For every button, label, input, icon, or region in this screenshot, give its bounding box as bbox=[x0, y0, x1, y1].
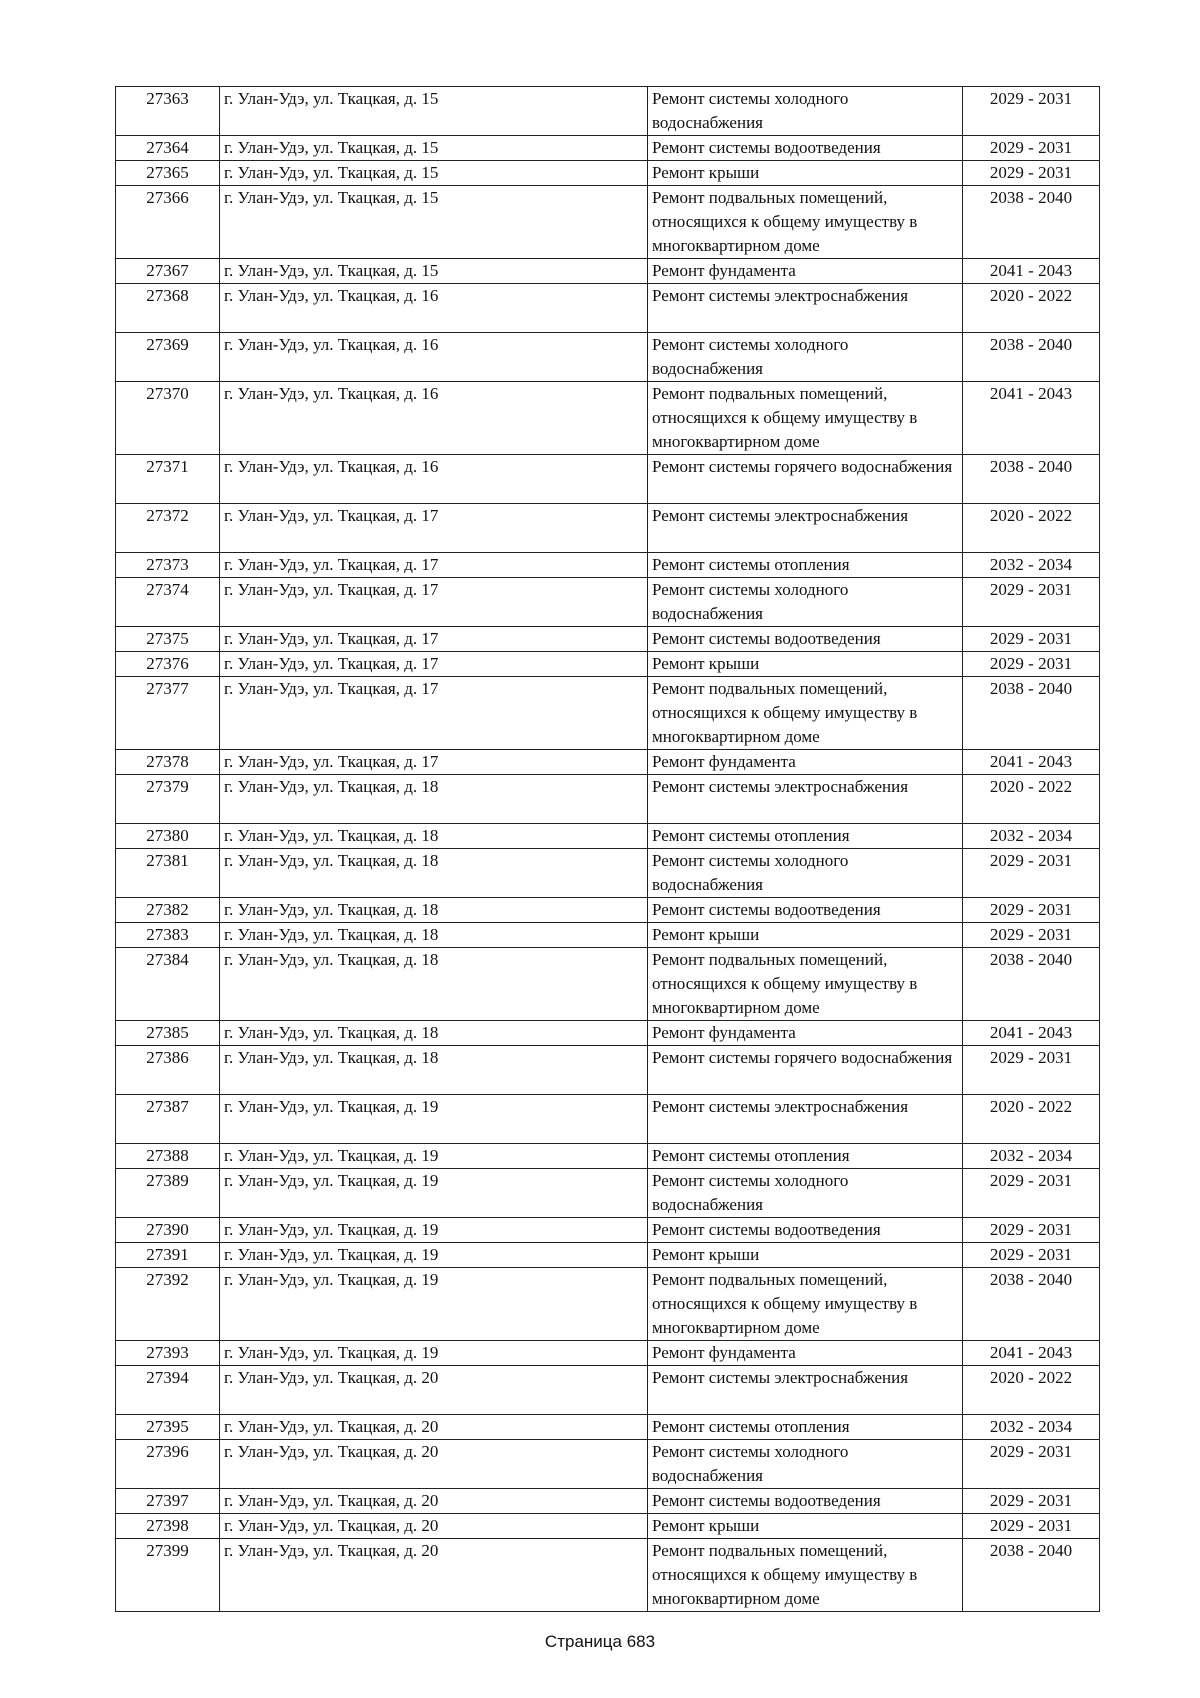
row-work-type: Ремонт подвальных помещений, относящихся к общему имуществу в многоквартирном доме bbox=[648, 677, 963, 750]
row-number: 27374 bbox=[116, 578, 220, 627]
row-number: 27366 bbox=[116, 186, 220, 259]
row-number: 27370 bbox=[116, 382, 220, 455]
row-period: 2038 - 2040 bbox=[963, 455, 1100, 504]
row-period: 2038 - 2040 bbox=[963, 948, 1100, 1021]
table-row bbox=[116, 1440, 1100, 1489]
row-address: г. Улан-Удэ, ул. Ткацкая, д. 20 bbox=[220, 1440, 648, 1489]
row-period: 2029 - 2031 bbox=[963, 1243, 1100, 1268]
row-period: 2020 - 2022 bbox=[963, 1366, 1100, 1415]
row-period: 2038 - 2040 bbox=[963, 1268, 1100, 1341]
row-period: 2041 - 2043 bbox=[963, 750, 1100, 775]
row-number: 27379 bbox=[116, 775, 220, 824]
table-row bbox=[116, 1268, 1100, 1341]
row-number: 27381 bbox=[116, 849, 220, 898]
row-number: 27394 bbox=[116, 1366, 220, 1415]
row-address: г. Улан-Удэ, ул. Ткацкая, д. 18 bbox=[220, 849, 648, 898]
row-number: 27399 bbox=[116, 1539, 220, 1612]
row-address: г. Улан-Удэ, ул. Ткацкая, д. 18 bbox=[220, 923, 648, 948]
row-work-type: Ремонт крыши bbox=[648, 161, 963, 186]
row-work-type: Ремонт системы холодного водоснабжения bbox=[648, 333, 963, 382]
row-period: 2029 - 2031 bbox=[963, 1046, 1100, 1095]
row-number: 27392 bbox=[116, 1268, 220, 1341]
row-address: г. Улан-Удэ, ул. Ткацкая, д. 17 bbox=[220, 578, 648, 627]
row-work-type: Ремонт системы водоотведения bbox=[648, 1218, 963, 1243]
row-number: 27385 bbox=[116, 1021, 220, 1046]
row-address: г. Улан-Удэ, ул. Ткацкая, д. 15 bbox=[220, 136, 648, 161]
row-work-type: Ремонт подвальных помещений, относящихся к общему имуществу в многоквартирном доме bbox=[648, 1539, 963, 1612]
row-address: г. Улан-Удэ, ул. Ткацкая, д. 18 bbox=[220, 898, 648, 923]
row-work-type: Ремонт системы холодного водоснабжения bbox=[648, 1169, 963, 1218]
row-number: 27371 bbox=[116, 455, 220, 504]
table-row bbox=[116, 775, 1100, 824]
row-work-type: Ремонт системы водоотведения bbox=[648, 136, 963, 161]
table-row bbox=[116, 677, 1100, 750]
row-work-type: Ремонт системы горячего водоснабжения bbox=[648, 455, 963, 504]
row-work-type: Ремонт системы отопления bbox=[648, 553, 963, 578]
row-address: г. Улан-Удэ, ул. Ткацкая, д. 15 bbox=[220, 87, 648, 136]
row-period: 2029 - 2031 bbox=[963, 1440, 1100, 1489]
row-number: 27387 bbox=[116, 1095, 220, 1144]
row-period: 2032 - 2034 bbox=[963, 824, 1100, 849]
row-period: 2041 - 2043 bbox=[963, 1341, 1100, 1366]
table-row bbox=[116, 898, 1100, 923]
row-period: 2020 - 2022 bbox=[963, 284, 1100, 333]
row-number: 27376 bbox=[116, 652, 220, 677]
row-number: 27380 bbox=[116, 824, 220, 849]
row-period: 2032 - 2034 bbox=[963, 1415, 1100, 1440]
row-address: г. Улан-Удэ, ул. Ткацкая, д. 17 bbox=[220, 504, 648, 553]
row-number: 27396 bbox=[116, 1440, 220, 1489]
table-row bbox=[116, 948, 1100, 1021]
row-work-type: Ремонт фундамента bbox=[648, 1021, 963, 1046]
row-number: 27383 bbox=[116, 923, 220, 948]
row-period: 2038 - 2040 bbox=[963, 186, 1100, 259]
row-address: г. Улан-Удэ, ул. Ткацкая, д. 18 bbox=[220, 948, 648, 1021]
row-period: 2038 - 2040 bbox=[963, 333, 1100, 382]
table-row bbox=[116, 1366, 1100, 1415]
table-row bbox=[116, 1489, 1100, 1514]
row-period: 2029 - 2031 bbox=[963, 898, 1100, 923]
row-period: 2029 - 2031 bbox=[963, 1218, 1100, 1243]
row-period: 2029 - 2031 bbox=[963, 627, 1100, 652]
table-body bbox=[116, 87, 1100, 1612]
row-address: г. Улан-Удэ, ул. Ткацкая, д. 16 bbox=[220, 333, 648, 382]
row-address: г. Улан-Удэ, ул. Ткацкая, д. 19 bbox=[220, 1169, 648, 1218]
table-row bbox=[116, 1144, 1100, 1169]
row-period: 2038 - 2040 bbox=[963, 677, 1100, 750]
row-address: г. Улан-Удэ, ул. Ткацкая, д. 20 bbox=[220, 1366, 648, 1415]
row-period: 2020 - 2022 bbox=[963, 504, 1100, 553]
table-row bbox=[116, 1539, 1100, 1612]
row-number: 27375 bbox=[116, 627, 220, 652]
row-address: г. Улан-Удэ, ул. Ткацкая, д. 17 bbox=[220, 677, 648, 750]
row-work-type: Ремонт крыши bbox=[648, 1514, 963, 1539]
table-row bbox=[116, 87, 1100, 136]
row-address: г. Улан-Удэ, ул. Ткацкая, д. 19 bbox=[220, 1218, 648, 1243]
row-work-type: Ремонт фундамента bbox=[648, 1341, 963, 1366]
table-row bbox=[116, 186, 1100, 259]
row-period: 2029 - 2031 bbox=[963, 87, 1100, 136]
row-number: 27377 bbox=[116, 677, 220, 750]
row-address: г. Улан-Удэ, ул. Ткацкая, д. 19 bbox=[220, 1243, 648, 1268]
row-period: 2029 - 2031 bbox=[963, 923, 1100, 948]
row-address: г. Улан-Удэ, ул. Ткацкая, д. 16 bbox=[220, 455, 648, 504]
row-address: г. Улан-Удэ, ул. Ткацкая, д. 17 bbox=[220, 652, 648, 677]
row-period: 2029 - 2031 bbox=[963, 1514, 1100, 1539]
row-address: г. Улан-Удэ, ул. Ткацкая, д. 15 bbox=[220, 161, 648, 186]
row-work-type: Ремонт системы электроснабжения bbox=[648, 504, 963, 553]
row-work-type: Ремонт системы электроснабжения bbox=[648, 775, 963, 824]
row-address: г. Улан-Удэ, ул. Ткацкая, д. 20 bbox=[220, 1415, 648, 1440]
row-address: г. Улан-Удэ, ул. Ткацкая, д. 18 bbox=[220, 1021, 648, 1046]
row-address: г. Улан-Удэ, ул. Ткацкая, д. 16 bbox=[220, 382, 648, 455]
row-number: 27398 bbox=[116, 1514, 220, 1539]
row-period: 2020 - 2022 bbox=[963, 1095, 1100, 1144]
row-period: 2032 - 2034 bbox=[963, 1144, 1100, 1169]
row-number: 27367 bbox=[116, 259, 220, 284]
table-row bbox=[116, 578, 1100, 627]
row-period: 2041 - 2043 bbox=[963, 382, 1100, 455]
row-address: г. Улан-Удэ, ул. Ткацкая, д. 17 bbox=[220, 553, 648, 578]
table-row bbox=[116, 824, 1100, 849]
row-period: 2038 - 2040 bbox=[963, 1539, 1100, 1612]
row-number: 27373 bbox=[116, 553, 220, 578]
row-work-type: Ремонт подвальных помещений, относящихся к общему имуществу в многоквартирном доме bbox=[648, 1268, 963, 1341]
table-row bbox=[116, 1046, 1100, 1095]
row-work-type: Ремонт подвальных помещений, относящихся к общему имуществу в многоквартирном доме bbox=[648, 948, 963, 1021]
table-row bbox=[116, 1169, 1100, 1218]
row-work-type: Ремонт крыши bbox=[648, 923, 963, 948]
row-work-type: Ремонт системы отопления bbox=[648, 1415, 963, 1440]
row-period: 2029 - 2031 bbox=[963, 652, 1100, 677]
row-address: г. Улан-Удэ, ул. Ткацкая, д. 15 bbox=[220, 259, 648, 284]
table-row bbox=[116, 333, 1100, 382]
row-period: 2029 - 2031 bbox=[963, 136, 1100, 161]
table-row bbox=[116, 136, 1100, 161]
row-work-type: Ремонт системы холодного водоснабжения bbox=[648, 87, 963, 136]
row-period: 2029 - 2031 bbox=[963, 1489, 1100, 1514]
table-row bbox=[116, 652, 1100, 677]
row-period: 2020 - 2022 bbox=[963, 775, 1100, 824]
page-number: Страница 683 bbox=[544, 1632, 656, 1651]
row-work-type: Ремонт системы холодного водоснабжения bbox=[648, 1440, 963, 1489]
row-number: 27365 bbox=[116, 161, 220, 186]
table-row bbox=[116, 504, 1100, 553]
row-work-type: Ремонт фундамента bbox=[648, 750, 963, 775]
row-work-type: Ремонт системы водоотведения bbox=[648, 898, 963, 923]
row-address: г. Улан-Удэ, ул. Ткацкая, д. 19 bbox=[220, 1268, 648, 1341]
row-period: 2029 - 2031 bbox=[963, 1169, 1100, 1218]
row-address: г. Улан-Удэ, ул. Ткацкая, д. 18 bbox=[220, 775, 648, 824]
table-row bbox=[116, 284, 1100, 333]
table-row bbox=[116, 1218, 1100, 1243]
row-number: 27397 bbox=[116, 1489, 220, 1514]
row-number: 27395 bbox=[116, 1415, 220, 1440]
row-work-type: Ремонт системы водоотведения bbox=[648, 627, 963, 652]
table-row bbox=[116, 1514, 1100, 1539]
repair-schedule-table bbox=[115, 86, 1100, 1612]
row-period: 2029 - 2031 bbox=[963, 161, 1100, 186]
row-address: г. Улан-Удэ, ул. Ткацкая, д. 18 bbox=[220, 824, 648, 849]
table-row bbox=[116, 382, 1100, 455]
row-number: 27391 bbox=[116, 1243, 220, 1268]
row-work-type: Ремонт системы холодного водоснабжения bbox=[648, 849, 963, 898]
row-number: 27372 bbox=[116, 504, 220, 553]
table-row bbox=[116, 553, 1100, 578]
row-work-type: Ремонт системы горячего водоснабжения bbox=[648, 1046, 963, 1095]
row-address: г. Улан-Удэ, ул. Ткацкая, д. 17 bbox=[220, 627, 648, 652]
table-row bbox=[116, 627, 1100, 652]
table-row bbox=[116, 1243, 1100, 1268]
row-number: 27369 bbox=[116, 333, 220, 382]
row-number: 27364 bbox=[116, 136, 220, 161]
row-period: 2041 - 2043 bbox=[963, 259, 1100, 284]
row-address: г. Улан-Удэ, ул. Ткацкая, д. 19 bbox=[220, 1341, 648, 1366]
row-number: 27384 bbox=[116, 948, 220, 1021]
row-address: г. Улан-Удэ, ул. Ткацкая, д. 18 bbox=[220, 1046, 648, 1095]
row-number: 27363 bbox=[116, 87, 220, 136]
row-address: г. Улан-Удэ, ул. Ткацкая, д. 19 bbox=[220, 1095, 648, 1144]
table-row bbox=[116, 923, 1100, 948]
row-work-type: Ремонт крыши bbox=[648, 652, 963, 677]
table-row bbox=[116, 849, 1100, 898]
row-work-type: Ремонт системы отопления bbox=[648, 824, 963, 849]
row-address: г. Улан-Удэ, ул. Ткацкая, д. 20 bbox=[220, 1489, 648, 1514]
row-address: г. Улан-Удэ, ул. Ткацкая, д. 15 bbox=[220, 186, 648, 259]
row-period: 2041 - 2043 bbox=[963, 1021, 1100, 1046]
row-work-type: Ремонт подвальных помещений, относящихся к общему имуществу в многоквартирном доме bbox=[648, 186, 963, 259]
row-work-type: Ремонт подвальных помещений, относящихся к общему имуществу в многоквартирном доме bbox=[648, 382, 963, 455]
table-row bbox=[116, 750, 1100, 775]
row-address: г. Улан-Удэ, ул. Ткацкая, д. 19 bbox=[220, 1144, 648, 1169]
row-work-type: Ремонт системы электроснабжения bbox=[648, 1095, 963, 1144]
row-period: 2032 - 2034 bbox=[963, 553, 1100, 578]
table-row bbox=[116, 1341, 1100, 1366]
row-number: 27389 bbox=[116, 1169, 220, 1218]
row-period: 2029 - 2031 bbox=[963, 849, 1100, 898]
table-row bbox=[116, 455, 1100, 504]
row-number: 27388 bbox=[116, 1144, 220, 1169]
row-work-type: Ремонт крыши bbox=[648, 1243, 963, 1268]
row-number: 27382 bbox=[116, 898, 220, 923]
row-work-type: Ремонт системы водоотведения bbox=[648, 1489, 963, 1514]
row-work-type: Ремонт системы отопления bbox=[648, 1144, 963, 1169]
row-address: г. Улан-Удэ, ул. Ткацкая, д. 20 bbox=[220, 1514, 648, 1539]
table-row bbox=[116, 161, 1100, 186]
table-row bbox=[116, 259, 1100, 284]
row-period: 2029 - 2031 bbox=[963, 578, 1100, 627]
row-work-type: Ремонт системы электроснабжения bbox=[648, 284, 963, 333]
row-address: г. Улан-Удэ, ул. Ткацкая, д. 16 bbox=[220, 284, 648, 333]
row-work-type: Ремонт системы холодного водоснабжения bbox=[648, 578, 963, 627]
row-number: 27368 bbox=[116, 284, 220, 333]
row-number: 27386 bbox=[116, 1046, 220, 1095]
row-address: г. Улан-Удэ, ул. Ткацкая, д. 17 bbox=[220, 750, 648, 775]
row-number: 27393 bbox=[116, 1341, 220, 1366]
table-row bbox=[116, 1095, 1100, 1144]
row-work-type: Ремонт фундамента bbox=[648, 259, 963, 284]
row-work-type: Ремонт системы электроснабжения bbox=[648, 1366, 963, 1415]
row-number: 27390 bbox=[116, 1218, 220, 1243]
table-row bbox=[116, 1415, 1100, 1440]
row-address: г. Улан-Удэ, ул. Ткацкая, д. 20 bbox=[220, 1539, 648, 1612]
row-number: 27378 bbox=[116, 750, 220, 775]
table-row bbox=[116, 1021, 1100, 1046]
